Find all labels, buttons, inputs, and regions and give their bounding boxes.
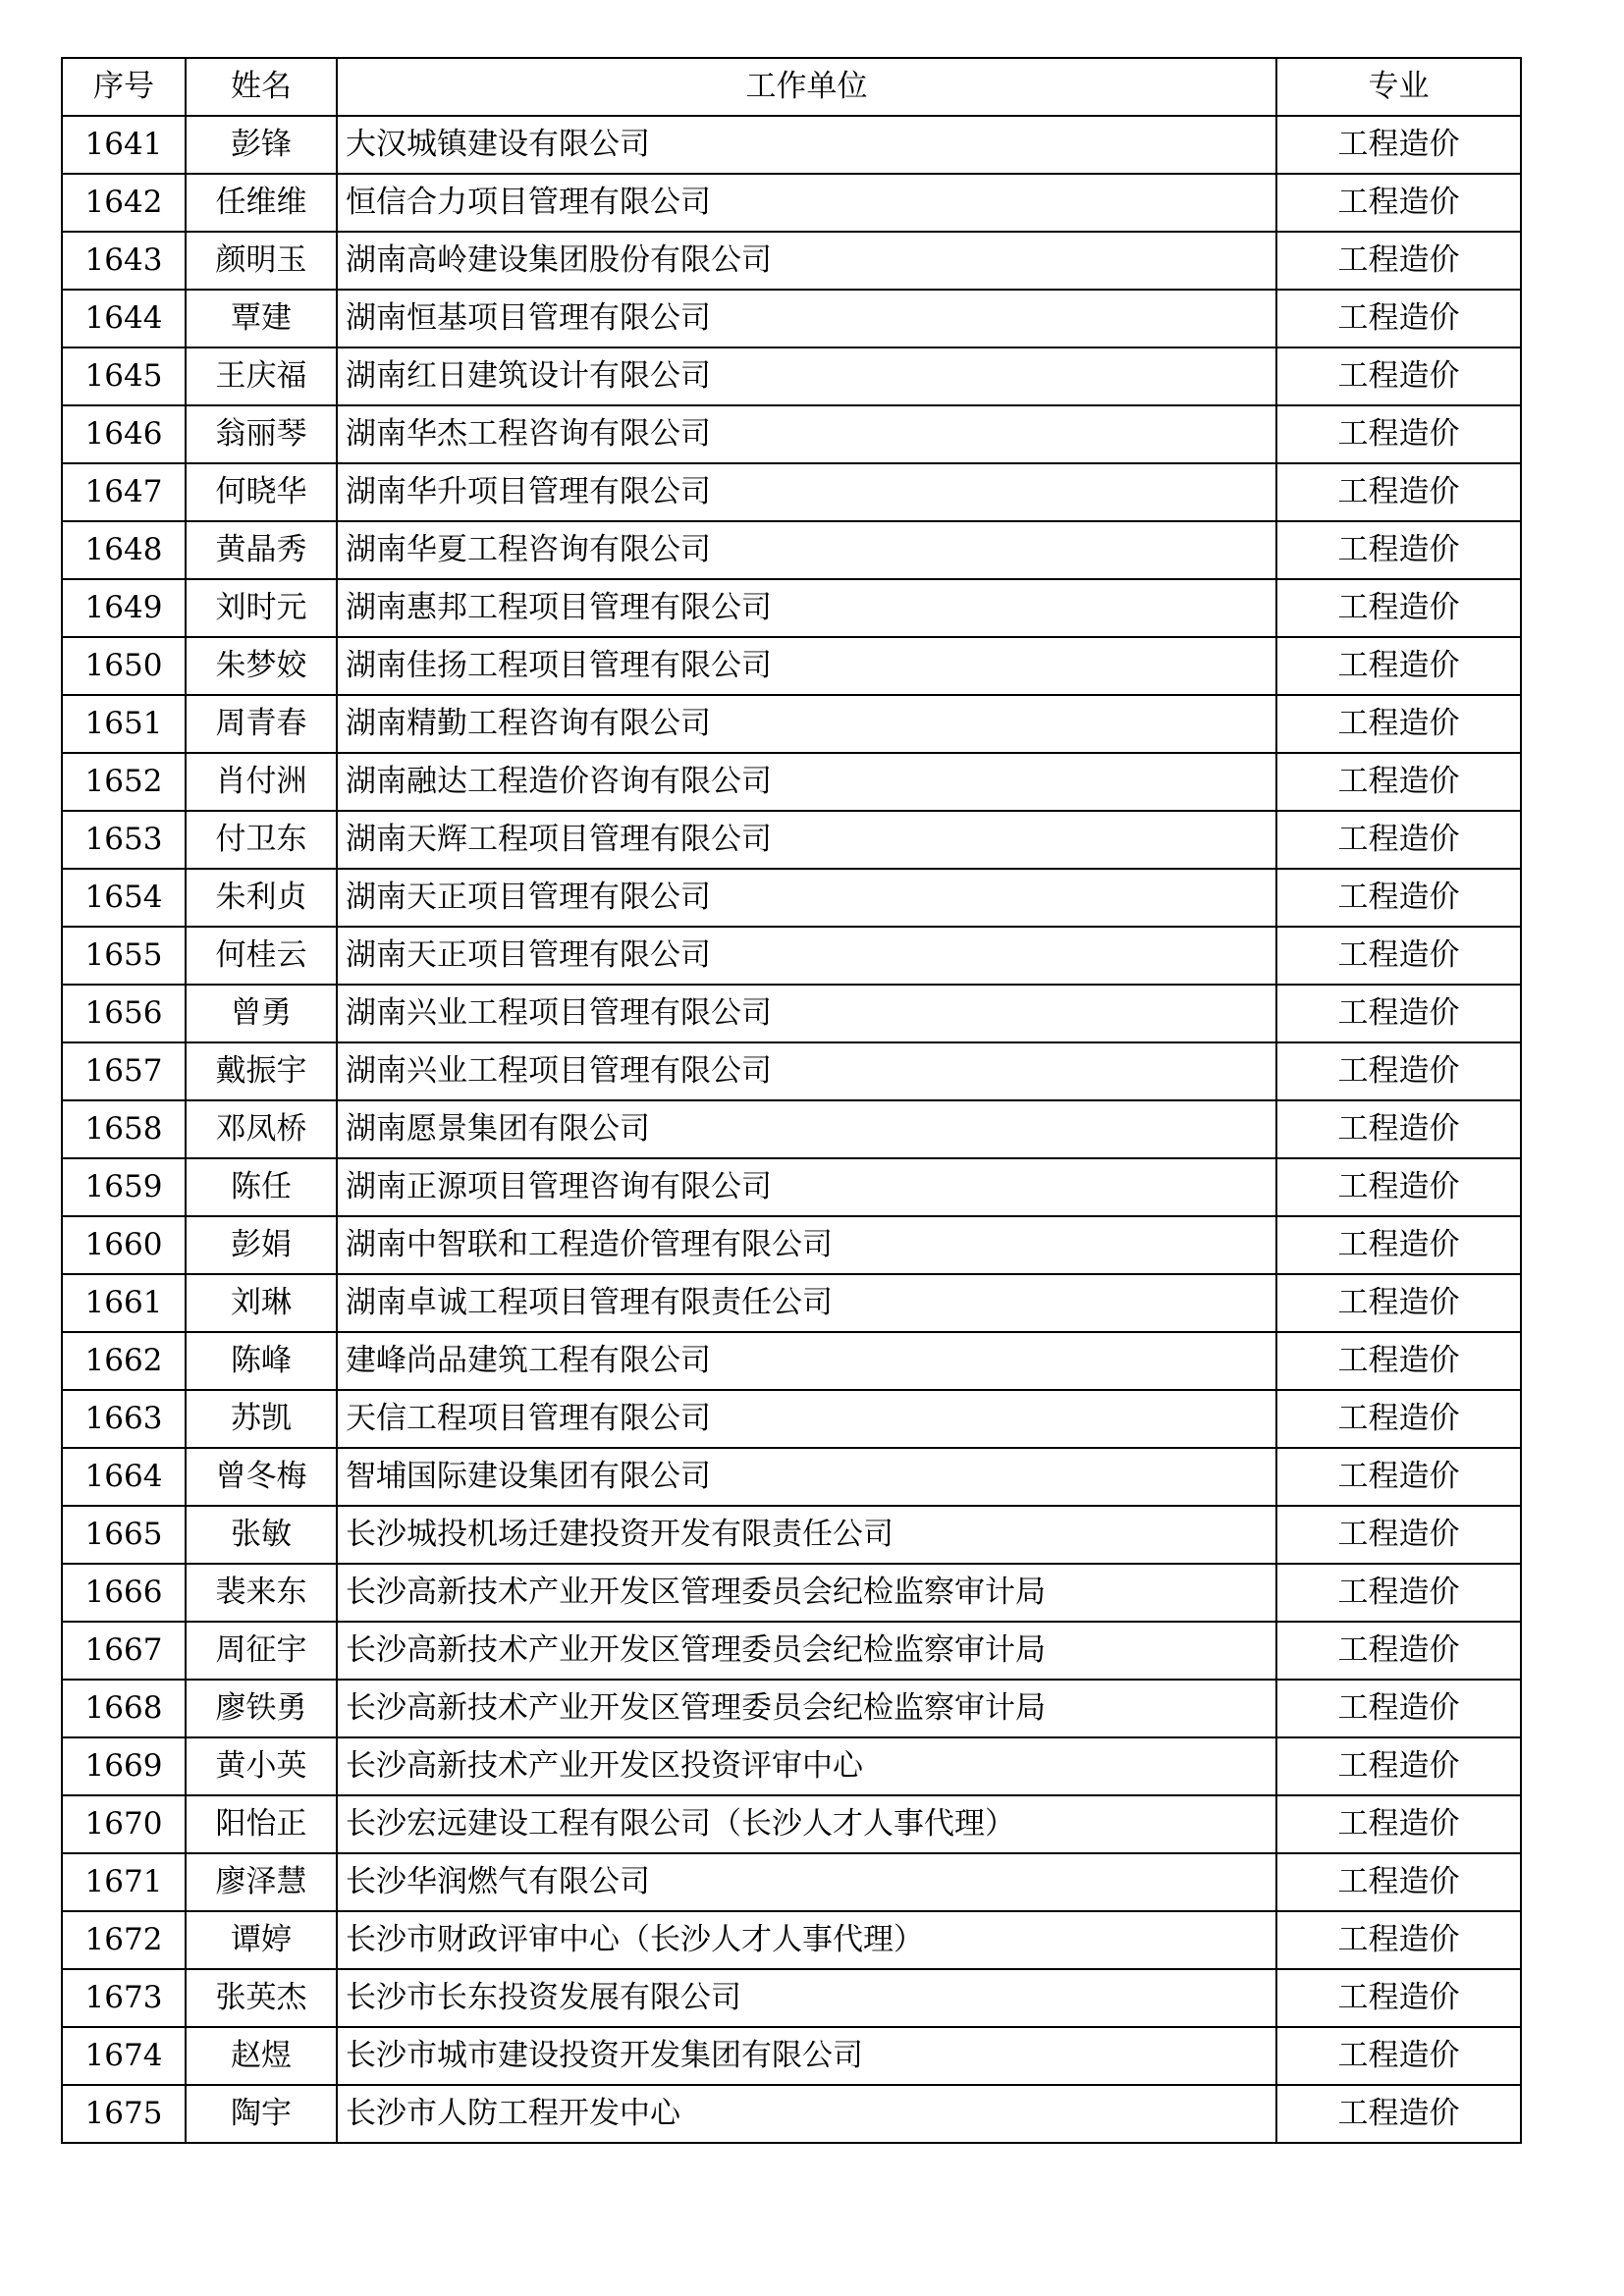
header-seq: 序号 bbox=[62, 58, 186, 116]
cell-seq: 1648 bbox=[62, 521, 186, 579]
cell-name: 何桂云 bbox=[186, 927, 337, 985]
cell-unit: 湖南中智联和工程造价管理有限公司 bbox=[337, 1216, 1276, 1274]
table-row bbox=[62, 1448, 1521, 1506]
cell-seq: 1652 bbox=[62, 753, 186, 811]
cell-major: 工程造价 bbox=[1276, 985, 1521, 1042]
cell-name: 彭娟 bbox=[186, 1216, 337, 1274]
roster-body bbox=[62, 116, 1521, 2143]
cell-seq: 1653 bbox=[62, 811, 186, 869]
cell-major: 工程造价 bbox=[1276, 1795, 1521, 1853]
table-row bbox=[62, 1274, 1521, 1332]
table-row bbox=[62, 1680, 1521, 1737]
cell-unit: 大汉城镇建设有限公司 bbox=[337, 116, 1276, 174]
cell-seq: 1654 bbox=[62, 869, 186, 927]
table-row bbox=[62, 174, 1521, 232]
cell-major: 工程造价 bbox=[1276, 1911, 1521, 1969]
cell-major: 工程造价 bbox=[1276, 1680, 1521, 1737]
table-row bbox=[62, 405, 1521, 463]
cell-seq: 1663 bbox=[62, 1390, 186, 1448]
table-row bbox=[62, 1737, 1521, 1795]
cell-name: 何晓华 bbox=[186, 463, 337, 521]
cell-major: 工程造价 bbox=[1276, 521, 1521, 579]
cell-name: 曾冬梅 bbox=[186, 1448, 337, 1506]
cell-unit: 长沙市财政评审中心（长沙人才人事代理） bbox=[337, 1911, 1276, 1969]
cell-seq: 1675 bbox=[62, 2085, 186, 2143]
cell-seq: 1659 bbox=[62, 1158, 186, 1216]
cell-seq: 1662 bbox=[62, 1332, 186, 1390]
table-row bbox=[62, 1158, 1521, 1216]
table-row bbox=[62, 1042, 1521, 1100]
cell-major: 工程造价 bbox=[1276, 232, 1521, 290]
cell-seq: 1672 bbox=[62, 1911, 186, 1969]
table-row bbox=[62, 1506, 1521, 1564]
cell-major: 工程造价 bbox=[1276, 1622, 1521, 1680]
cell-name: 朱梦姣 bbox=[186, 637, 337, 695]
table-row bbox=[62, 463, 1521, 521]
cell-unit: 湖南佳扬工程项目管理有限公司 bbox=[337, 637, 1276, 695]
cell-seq: 1650 bbox=[62, 637, 186, 695]
cell-unit: 智埔国际建设集团有限公司 bbox=[337, 1448, 1276, 1506]
header-row bbox=[62, 58, 1521, 116]
cell-major: 工程造价 bbox=[1276, 927, 1521, 985]
cell-seq: 1668 bbox=[62, 1680, 186, 1737]
cell-major: 工程造价 bbox=[1276, 1448, 1521, 1506]
cell-seq: 1642 bbox=[62, 174, 186, 232]
cell-major: 工程造价 bbox=[1276, 1564, 1521, 1622]
cell-unit: 长沙高新技术产业开发区投资评审中心 bbox=[337, 1737, 1276, 1795]
table-row bbox=[62, 116, 1521, 174]
cell-unit: 长沙城投机场迁建投资开发有限责任公司 bbox=[337, 1506, 1276, 1564]
cell-name: 廖铁勇 bbox=[186, 1680, 337, 1737]
cell-name: 戴振宇 bbox=[186, 1042, 337, 1100]
cell-name: 刘琳 bbox=[186, 1274, 337, 1332]
cell-major: 工程造价 bbox=[1276, 869, 1521, 927]
cell-major: 工程造价 bbox=[1276, 1332, 1521, 1390]
cell-unit: 湖南愿景集团有限公司 bbox=[337, 1100, 1276, 1158]
table-row bbox=[62, 290, 1521, 347]
table-row bbox=[62, 637, 1521, 695]
cell-seq: 1646 bbox=[62, 405, 186, 463]
cell-unit: 长沙华润燃气有限公司 bbox=[337, 1853, 1276, 1911]
cell-name: 陶宇 bbox=[186, 2085, 337, 2143]
cell-name: 周青春 bbox=[186, 695, 337, 753]
table-row bbox=[62, 1911, 1521, 1969]
cell-name: 赵煜 bbox=[186, 2027, 337, 2085]
cell-major: 工程造价 bbox=[1276, 1100, 1521, 1158]
cell-seq: 1658 bbox=[62, 1100, 186, 1158]
table-row bbox=[62, 579, 1521, 637]
cell-major: 工程造价 bbox=[1276, 637, 1521, 695]
cell-major: 工程造价 bbox=[1276, 1506, 1521, 1564]
cell-unit: 长沙市城市建设投资开发集团有限公司 bbox=[337, 2027, 1276, 2085]
cell-name: 颜明玉 bbox=[186, 232, 337, 290]
table-row bbox=[62, 1216, 1521, 1274]
cell-seq: 1656 bbox=[62, 985, 186, 1042]
cell-name: 曾勇 bbox=[186, 985, 337, 1042]
cell-name: 谭婷 bbox=[186, 1911, 337, 1969]
cell-unit: 湖南精勤工程咨询有限公司 bbox=[337, 695, 1276, 753]
cell-major: 工程造价 bbox=[1276, 174, 1521, 232]
cell-seq: 1661 bbox=[62, 1274, 186, 1332]
table-row bbox=[62, 347, 1521, 405]
cell-major: 工程造价 bbox=[1276, 1158, 1521, 1216]
cell-seq: 1671 bbox=[62, 1853, 186, 1911]
cell-seq: 1667 bbox=[62, 1622, 186, 1680]
cell-unit: 湖南惠邦工程项目管理有限公司 bbox=[337, 579, 1276, 637]
cell-unit: 长沙高新技术产业开发区管理委员会纪检监察审计局 bbox=[337, 1680, 1276, 1737]
cell-major: 工程造价 bbox=[1276, 753, 1521, 811]
cell-major: 工程造价 bbox=[1276, 1216, 1521, 1274]
header-name: 姓名 bbox=[186, 58, 337, 116]
cell-unit: 长沙市长东投资发展有限公司 bbox=[337, 1969, 1276, 2027]
cell-name: 裴来东 bbox=[186, 1564, 337, 1622]
cell-major: 工程造价 bbox=[1276, 1853, 1521, 1911]
cell-name: 朱利贞 bbox=[186, 869, 337, 927]
cell-seq: 1643 bbox=[62, 232, 186, 290]
cell-unit: 湖南正源项目管理咨询有限公司 bbox=[337, 1158, 1276, 1216]
cell-major: 工程造价 bbox=[1276, 463, 1521, 521]
cell-name: 张英杰 bbox=[186, 1969, 337, 2027]
cell-seq: 1647 bbox=[62, 463, 186, 521]
cell-unit: 湖南华夏工程咨询有限公司 bbox=[337, 521, 1276, 579]
cell-unit: 湖南天正项目管理有限公司 bbox=[337, 927, 1276, 985]
table-row bbox=[62, 985, 1521, 1042]
cell-name: 覃建 bbox=[186, 290, 337, 347]
cell-major: 工程造价 bbox=[1276, 405, 1521, 463]
cell-unit: 恒信合力项目管理有限公司 bbox=[337, 174, 1276, 232]
header-major: 专业 bbox=[1276, 58, 1521, 116]
table-row bbox=[62, 1390, 1521, 1448]
cell-unit: 长沙高新技术产业开发区管理委员会纪检监察审计局 bbox=[337, 1564, 1276, 1622]
cell-unit: 建峰尚品建筑工程有限公司 bbox=[337, 1332, 1276, 1390]
cell-major: 工程造价 bbox=[1276, 695, 1521, 753]
cell-seq: 1660 bbox=[62, 1216, 186, 1274]
cell-unit: 湖南天正项目管理有限公司 bbox=[337, 869, 1276, 927]
cell-seq: 1670 bbox=[62, 1795, 186, 1853]
cell-name: 刘时元 bbox=[186, 579, 337, 637]
table-row bbox=[62, 695, 1521, 753]
table-row bbox=[62, 1969, 1521, 2027]
cell-major: 工程造价 bbox=[1276, 116, 1521, 174]
table-row bbox=[62, 811, 1521, 869]
cell-seq: 1674 bbox=[62, 2027, 186, 2085]
cell-unit: 湖南兴业工程项目管理有限公司 bbox=[337, 985, 1276, 1042]
cell-name: 黄小英 bbox=[186, 1737, 337, 1795]
cell-unit: 湖南恒基项目管理有限公司 bbox=[337, 290, 1276, 347]
cell-seq: 1651 bbox=[62, 695, 186, 753]
cell-major: 工程造价 bbox=[1276, 2085, 1521, 2143]
cell-major: 工程造价 bbox=[1276, 1390, 1521, 1448]
cell-seq: 1665 bbox=[62, 1506, 186, 1564]
cell-unit: 湖南红日建筑设计有限公司 bbox=[337, 347, 1276, 405]
cell-name: 翁丽琴 bbox=[186, 405, 337, 463]
cell-unit: 湖南天辉工程项目管理有限公司 bbox=[337, 811, 1276, 869]
cell-name: 陈任 bbox=[186, 1158, 337, 1216]
cell-seq: 1657 bbox=[62, 1042, 186, 1100]
cell-unit: 长沙宏远建设工程有限公司（长沙人才人事代理） bbox=[337, 1795, 1276, 1853]
cell-unit: 长沙市人防工程开发中心 bbox=[337, 2085, 1276, 2143]
cell-name: 任维维 bbox=[186, 174, 337, 232]
table-row bbox=[62, 1100, 1521, 1158]
table-row bbox=[62, 2085, 1521, 2143]
cell-major: 工程造价 bbox=[1276, 347, 1521, 405]
table-row bbox=[62, 521, 1521, 579]
cell-seq: 1655 bbox=[62, 927, 186, 985]
cell-seq: 1649 bbox=[62, 579, 186, 637]
cell-seq: 1644 bbox=[62, 290, 186, 347]
cell-name: 陈峰 bbox=[186, 1332, 337, 1390]
cell-seq: 1641 bbox=[62, 116, 186, 174]
cell-name: 苏凯 bbox=[186, 1390, 337, 1448]
cell-seq: 1669 bbox=[62, 1737, 186, 1795]
table-row bbox=[62, 1332, 1521, 1390]
cell-unit: 长沙高新技术产业开发区管理委员会纪检监察审计局 bbox=[337, 1622, 1276, 1680]
table-row bbox=[62, 1622, 1521, 1680]
cell-major: 工程造价 bbox=[1276, 1737, 1521, 1795]
table-row bbox=[62, 1795, 1521, 1853]
table-row bbox=[62, 753, 1521, 811]
cell-unit: 天信工程项目管理有限公司 bbox=[337, 1390, 1276, 1448]
cell-unit: 湖南兴业工程项目管理有限公司 bbox=[337, 1042, 1276, 1100]
header-unit: 工作单位 bbox=[337, 58, 1276, 116]
cell-name: 阳怡正 bbox=[186, 1795, 337, 1853]
cell-unit: 湖南卓诚工程项目管理有限责任公司 bbox=[337, 1274, 1276, 1332]
table-row bbox=[62, 1564, 1521, 1622]
cell-major: 工程造价 bbox=[1276, 811, 1521, 869]
cell-name: 周征宇 bbox=[186, 1622, 337, 1680]
cell-major: 工程造价 bbox=[1276, 1042, 1521, 1100]
table-row bbox=[62, 927, 1521, 985]
cell-unit: 湖南华杰工程咨询有限公司 bbox=[337, 405, 1276, 463]
cell-name: 张敏 bbox=[186, 1506, 337, 1564]
cell-name: 彭锋 bbox=[186, 116, 337, 174]
table-row bbox=[62, 1853, 1521, 1911]
cell-name: 黄晶秀 bbox=[186, 521, 337, 579]
cell-major: 工程造价 bbox=[1276, 1274, 1521, 1332]
cell-name: 付卫东 bbox=[186, 811, 337, 869]
cell-seq: 1645 bbox=[62, 347, 186, 405]
cell-seq: 1673 bbox=[62, 1969, 186, 2027]
cell-unit: 湖南华升项目管理有限公司 bbox=[337, 463, 1276, 521]
cell-major: 工程造价 bbox=[1276, 290, 1521, 347]
cell-major: 工程造价 bbox=[1276, 579, 1521, 637]
cell-major: 工程造价 bbox=[1276, 1969, 1521, 2027]
cell-seq: 1666 bbox=[62, 1564, 186, 1622]
cell-unit: 湖南高岭建设集团股份有限公司 bbox=[337, 232, 1276, 290]
cell-unit: 湖南融达工程造价咨询有限公司 bbox=[337, 753, 1276, 811]
cell-seq: 1664 bbox=[62, 1448, 186, 1506]
cell-name: 肖付洲 bbox=[186, 753, 337, 811]
roster-table bbox=[61, 57, 1522, 2144]
cell-name: 王庆福 bbox=[186, 347, 337, 405]
cell-name: 廖泽慧 bbox=[186, 1853, 337, 1911]
table-row bbox=[62, 2027, 1521, 2085]
cell-name: 邓凤桥 bbox=[186, 1100, 337, 1158]
table-row bbox=[62, 232, 1521, 290]
cell-major: 工程造价 bbox=[1276, 2027, 1521, 2085]
table-row bbox=[62, 869, 1521, 927]
